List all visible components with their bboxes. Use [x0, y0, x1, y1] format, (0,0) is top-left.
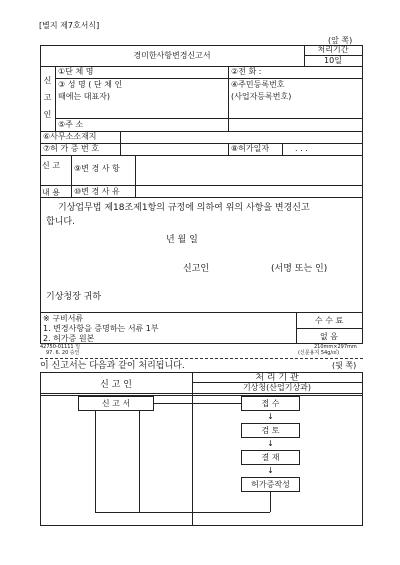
form-code: 42750-01111 일: [40, 344, 81, 350]
back-side-label: (뒷 쪽): [332, 361, 357, 370]
flow-return-up: [270, 492, 271, 512]
office-location-label: ⑥사무소소재지: [43, 132, 97, 141]
change-reason-label: ⑩변 경 사 유: [74, 187, 120, 196]
processing-agency-header: 처 리 기 관: [255, 373, 299, 383]
report-form-box: 신 고 서: [78, 396, 154, 411]
permit-date-label: ⑧허가일자: [231, 144, 270, 153]
report-group-label-line2: 내 용: [42, 188, 60, 197]
step-review-box: 검 토: [241, 423, 300, 438]
signer-hint: (서명 또는 인): [271, 264, 328, 274]
cut-line: [40, 358, 363, 359]
company-name-label: ①단 체 명: [58, 67, 94, 76]
reg-no-label-line1: ④주민등록번호: [231, 80, 285, 89]
paper-size: 210mm×297mm: [314, 344, 357, 350]
front-side-label: (앞 쪽): [328, 36, 353, 45]
name-label-line2: 때에는 대표자): [58, 92, 111, 101]
flow-return-inner: [139, 411, 140, 512]
date-line: 년 월 일: [166, 235, 198, 245]
reg-no-label-line2: (사업자등록번호): [231, 92, 292, 101]
declaration-line1: 기상업무법 제18조제1항의 규정에 의하여 위의 사항을 변경신고: [58, 203, 310, 213]
required-doc-2: 2. 허가증 원본: [43, 334, 95, 343]
form-number: [별지 제7호서식]: [39, 21, 100, 30]
arrow-3: ↓: [267, 466, 274, 475]
permit-no-label: ⑦허 가 증 번 호: [43, 144, 99, 153]
flow-connector-h: [154, 403, 241, 404]
step-receive-box: 접 수: [241, 396, 300, 411]
change-item-label: ⑨변 경 사 항: [74, 164, 120, 173]
permit-date-value: . . .: [295, 144, 308, 153]
step-approve-box: 결 재: [241, 450, 300, 465]
addressee: 기상청장 귀하: [46, 292, 102, 302]
processing-period-label: 처리기간: [317, 45, 349, 54]
signer-label: 신고인: [183, 264, 210, 274]
step-issue-box: 허가증작성: [241, 477, 300, 492]
fee-value: 없 음: [320, 332, 338, 341]
name-label-line1: ③ 성 명 ( 단 체 인: [58, 80, 123, 89]
approval-date: 97. 6. 20 승인: [46, 350, 80, 356]
arrow-1: ↓: [267, 412, 274, 421]
flow-return-bottom: [95, 512, 270, 513]
processing-period-value: 10일: [324, 56, 342, 65]
required-docs-title: ※ 구비서류: [43, 314, 84, 323]
required-doc-1: 1. 변경사항을 증명하는 서류 1부: [43, 324, 159, 333]
process-intro: 이 신고서는 다음과 같이 처리됩니다.: [40, 361, 185, 371]
processing-agency-name: 기상청(산업기상과): [242, 383, 312, 392]
report-group-label-line1: 신 고: [42, 161, 60, 170]
address-label: ⑤주 소: [58, 120, 84, 129]
paper-spec: (신문용지 54g/㎡): [298, 350, 340, 356]
flow-return-left: [95, 411, 96, 512]
arrow-2: ↓: [267, 439, 274, 448]
fee-label: 수 수 료: [314, 316, 344, 325]
declaration-line2: 합니다.: [46, 217, 75, 227]
phone-label: ②전 화 :: [231, 67, 262, 76]
applicant-group-label: 신 고 인: [43, 76, 52, 119]
applicant-header: 신 고 인: [100, 380, 132, 390]
form-title: 경미한사항변경신고서: [133, 51, 211, 60]
